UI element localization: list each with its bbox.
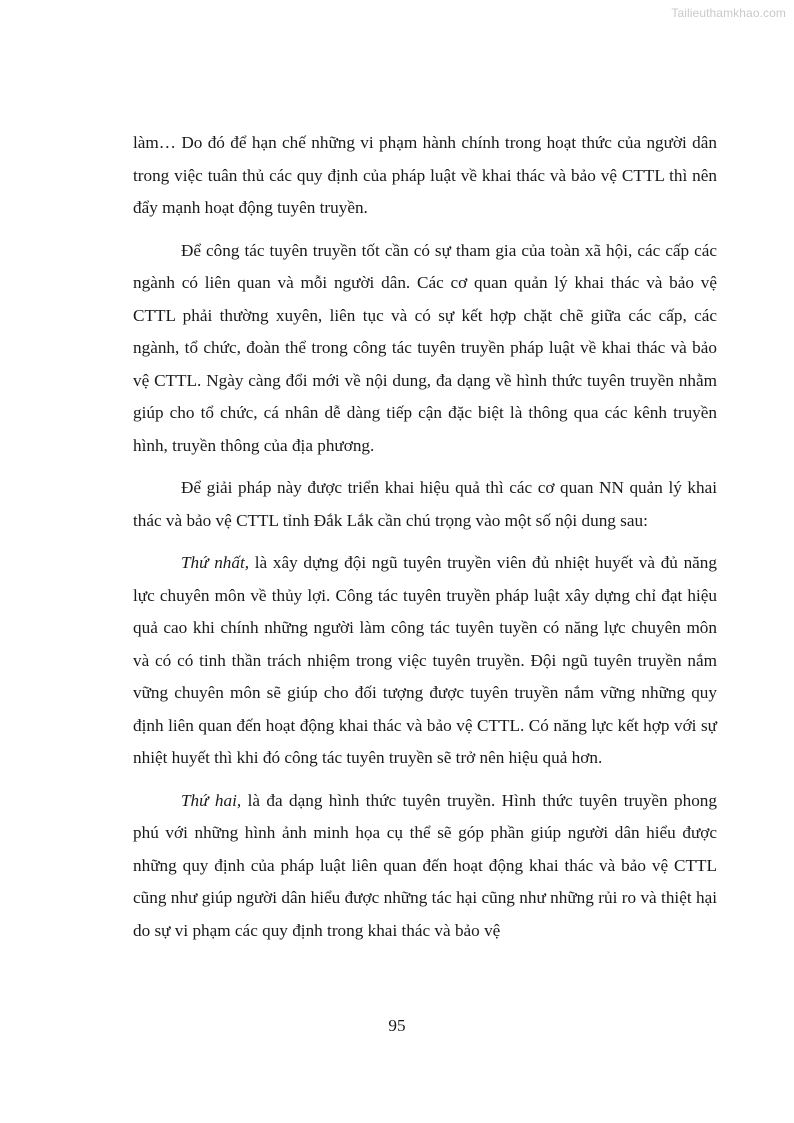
paragraph-1 <box>133 127 717 225</box>
watermark: Tailieuthamkhao.com <box>671 6 786 20</box>
paragraph-5 <box>133 785 717 948</box>
paragraph-3-text: Để giải pháp này được triển khai hiệu quả thì các cơ quan NN quản lý khai thác và bảo vệ CTTL tỉnh Đắk Lắk cần chú trọng vào một số nội dung sau: <box>133 478 717 530</box>
paragraph-4-lead: Thứ nhất, <box>181 553 250 572</box>
paragraph-5-lead: Thứ hai, <box>181 790 242 810</box>
paragraph-5-text: là đa dạng hình thức tuyên truyền. Hình thức tuyên truyền phong phú với những hình ảnh minh họa cụ thể sẽ góp phần giúp người dân hiểu được những quy định của pháp luật liên quan đến hoạt động khai thác và bảo vệ CTTL cũng như giúp người dân hiểu được những tác hại cũng như những rủi ro và thiệt hại do sự vi phạm các quy định trong khai thác và bảo vệ <box>133 790 717 940</box>
page-body <box>133 127 717 957</box>
paragraph-1-text: làm… Do đó để hạn chế những vi phạm hành chính trong hoạt thức của người dân trong việc tuân thủ các quy định của pháp luật về khai thác và bảo vệ CTTL thì nên đẩy mạnh hoạt động tuyên truyền. <box>133 133 717 217</box>
paragraph-2-text: Để công tác tuyên truyền tốt cần có sự tham gia của toàn xã hội, các cấp các ngành có liên quan và mỗi người dân. Các cơ quan quản lý khai thác và bảo vệ CTTL phải thường xuyên, liên tục và có sự kết hợp chặt chẽ giữa các cấp, các ngành, tổ chức, đoàn thể trong công tác tuyên truyền pháp luật về khai thác và bảo vệ CTTL. Ngày càng đổi mới về nội dung, đa dạng về hình thức tuyên truyền nhằm giúp cho tổ chức, cá nhân dễ dàng tiếp cận đặc biệt là thông qua các kênh truyền hình, truyền thông của địa phương. <box>133 240 717 455</box>
paragraph-4-text: là xây dựng đội ngũ tuyên truyền viên đủ nhiệt huyết và đủ năng lực chuyên môn về thủy lợi. Công tác tuyên truyền pháp luật xây dựng chỉ đạt hiệu quả cao khi chính những người làm công tác tuyên tuyền có năng lực chuyên môn và có có tinh thần trách nhiệm trong việc tuyên truyền. Đội ngũ tuyên truyền nắm vững chuyên môn sẽ giúp cho đối tượng được tuyên truyền nắm vững những quy định liên quan đến hoạt động khai thác và bảo vệ CTTL. Có năng lực kết hợp với sự nhiệt huyết thì khi đó công tác tuyên truyền sẽ trở nên hiệu quả hơn. <box>133 553 717 767</box>
page-number: 95 <box>388 1016 406 1035</box>
paragraph-2 <box>133 235 717 463</box>
paragraph-4 <box>133 547 717 775</box>
paragraph-3 <box>133 472 717 537</box>
